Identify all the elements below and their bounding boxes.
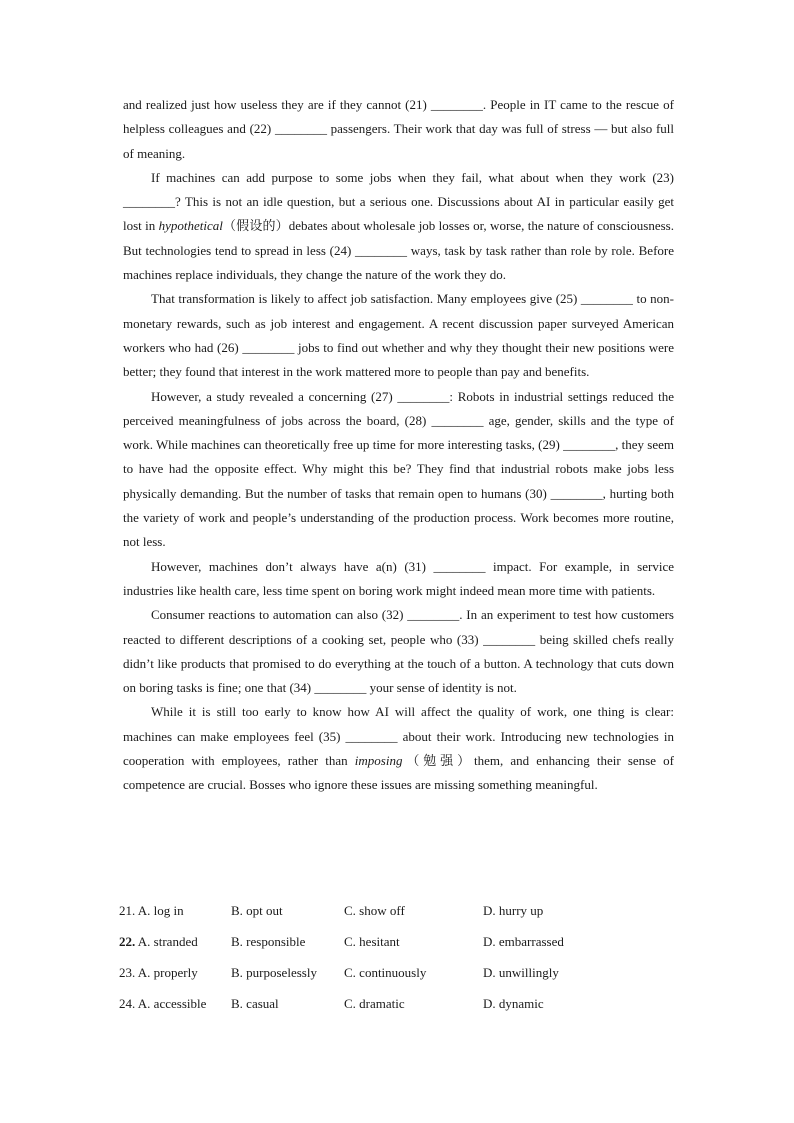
question-row	[119, 903, 679, 934]
question-row	[119, 996, 679, 1027]
option-c: C. show off	[344, 903, 405, 918]
option-a: 23. A. properly	[119, 965, 198, 980]
option-a: 21. A. log in	[119, 903, 184, 918]
passage	[123, 93, 674, 798]
option-d: D. hurry up	[483, 903, 544, 918]
option-d: D. unwillingly	[483, 965, 559, 980]
option-c: C. hesitant	[344, 934, 400, 949]
option-c: C. continuously	[344, 965, 427, 980]
paragraph: While it is still too early to know how AI will affect the quality of work, one thing is clear: machines can make employees feel (35) ________ about their work. Introducing new technologies in cooperation with employees, rather than imposing（勉强）them, and enhancing their sense of competence are crucial. Bosses who ignore these issues are missing something meaningful.	[123, 704, 674, 793]
paragraph: If machines can add purpose to some jobs when they fail, what about when they work (23) ________? This is not an idle question, but a serious one. Discussions about AI in particular easily get lost in hypothetical（假设的）debates about wholesale job losses or, worse, the nature of consciousness. But technologies tend to spread in less (24) ________ ways, task by task rather than role by role. Before machines replace individuals, they change the nature of the work they do.	[123, 169, 674, 283]
option-b: B. responsible	[231, 934, 306, 949]
question-row	[119, 965, 679, 996]
answer-options	[119, 903, 679, 1027]
question-number: 22.	[119, 934, 136, 949]
question-number: 21.	[119, 903, 136, 918]
option-d: D. dynamic	[483, 996, 544, 1011]
option-b: B. casual	[231, 996, 279, 1011]
option-b: B. opt out	[231, 903, 283, 918]
option-b: B. purposelessly	[231, 965, 317, 980]
question-row	[119, 934, 679, 965]
paragraph: That transformation is likely to affect job satisfaction. Many employees give (25) ________ to non-monetary rewards, such as job interest and engagement. A recent discussion paper surveyed American workers who had (26) ________ jobs to find out whether and why they thought their new positions were better; they found that interest in the work mattered more to people than pay and benefits.	[123, 291, 674, 380]
option-a: 22. A. stranded	[119, 934, 198, 949]
option-a: 24. A. accessible	[119, 996, 207, 1011]
question-number: 24.	[119, 996, 136, 1011]
paragraph: However, a study revealed a concerning (27) ________: Robots in industrial settings reduced the perceived meaningfulness of jobs across the board, (28) ________ age, gender, skills and the type of work. While machines can theoretically free up time for more interesting tasks, (29) ________, they seem to have had the opposite effect. Why might this be? They find that industrial robots make jobs less physically demanding. But the number of tasks that remain open to humans (30) ________, hurting both the variety of work and people’s understanding of the production process. Work becomes more routine, not less.	[123, 388, 674, 550]
option-c: C. dramatic	[344, 996, 405, 1011]
paragraph: Consumer reactions to automation can also (32) ________. In an experiment to test how customers reacted to different descriptions of a cooking set, people who (33) ________ being skilled chefs really didn’t like products that promised to do everything at the touch of a button. A technology that cuts down on boring tasks is fine; one that (34) ________ your sense of identity is not.	[123, 607, 674, 696]
paragraph: However, machines don’t always have a(n) (31) ________ impact. For example, in service industries like health care, less time spent on boring work might indeed mean more time with patients.	[123, 558, 674, 598]
paragraph: and realized just how useless they are if they cannot (21) ________. People in IT came to the rescue of helpless colleagues and (22) ________ passengers. Their work that day was full of stress — but also full of meaning.	[123, 97, 674, 161]
option-d: D. embarrassed	[483, 934, 564, 949]
question-number: 23.	[119, 965, 136, 980]
